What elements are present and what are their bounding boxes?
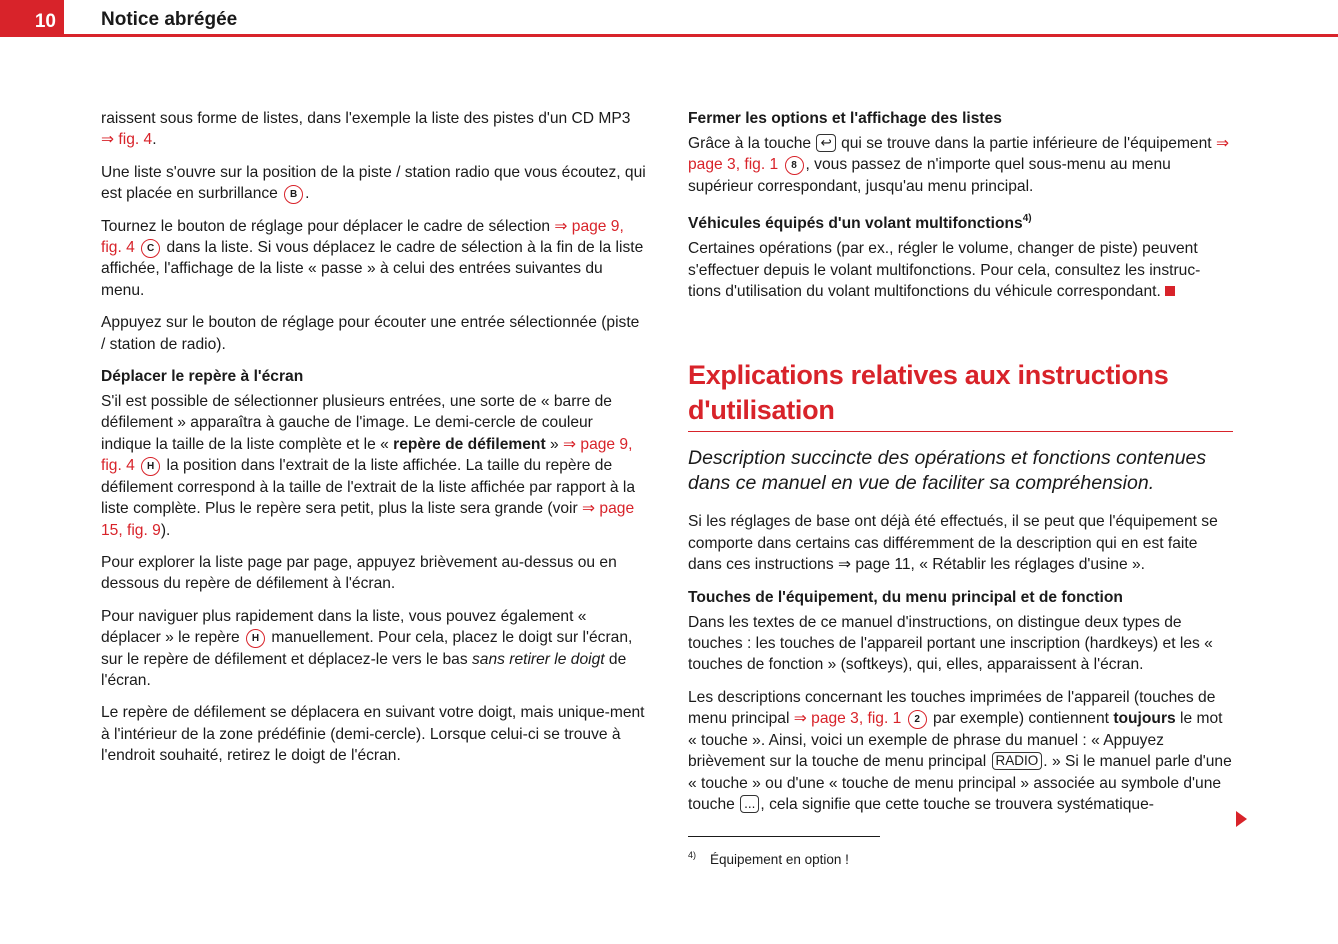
subheading-fermer: Fermer les options et l'affichage des listes [688,110,1002,127]
page-link[interactable]: ⇒ page 15, fig. 9 [101,500,635,539]
callout-marker-b: B [284,185,303,204]
right-column [688,108,1233,826]
page-link[interactable]: ⇒ page 3, fig. 1 [688,135,1230,174]
continue-arrow-icon [1236,811,1247,827]
paragraph: Le repère de défilement se déplacera en suivant votre doigt, mais unique-ment à l'intérieur de la zone prédéfinie (demi-cercle). Lorsque celui-ci se trouve à l'endroit souhaité, retirez le doigt de l'écran. [101,704,645,765]
paragraph: Pour naviguer plus rapidement dans la liste, vous pouvez également « déplacer » le repère H manuellement. Pour cela, placez le doigt sur l'écran, sur le repère de défilement et déplacez-le vers le bas sans retirer le doigt de l'écran. [101,607,633,689]
end-of-section-icon [1165,286,1175,296]
paragraph: Si les réglages de base ont déjà été effectués, il se peut que l'équipement se comporte dans certains cas différemment de la description qui en est faite dans ces instructions ⇒ page 11, « Rétablir les réglages d'usine ». [688,513,1218,574]
paragraph: Une liste s'ouvre sur la position de la piste / station radio que vous écoutez, qui est placée en surbrillance B . [101,163,646,203]
back-arrow-icon: ↩ [816,134,835,152]
footnote-ref[interactable]: 4) [1022,213,1032,225]
generic-key-symbol: ... [740,795,759,813]
callout-marker-h: H [141,457,160,476]
radio-key-symbol: RADIO [992,752,1043,770]
section-title: Explications relatives aux instructions d'utilisation [688,358,1233,432]
subheading-volant: Véhicules équipés d'un volant multifonctions$^{4)}$ [688,213,1032,233]
page-link[interactable]: ⇒ page 9, fig. 4 [101,217,624,257]
paragraph: Les descriptions concernant les touches imprimées de l'appareil (touches de menu principal ⇒ page 3, fig. 1 2 par exemple) contiennent toujours le mot « touche ». Ainsi, voici un exemple de phrase du manuel : « Appuyez brièvement sur la touche de menu principal RADIO . » Si le manuel parle d'une « touche » ou d'une « touche de menu principal » associée au symbole d'une touche ... , cela signifie que cette touche se trouvera systématique- [688,688,1232,813]
callout-marker-8: 8 [785,156,804,175]
left-column [101,108,646,778]
paragraph: S'il est possible de sélectionner plusieurs entrées, une sorte de « barre de défilement » apparaîtra à gauche de l'image. Le demi-cercle de couleur indique la taille de la liste complète et le « repère de défilement » ⇒ page 9, fig. 4 H la position dans l'extrait de la liste affichée. La taille du repère de défilement correspond à la taille de l'extrait de la liste affichée par rapport à la liste complète. Plus le repère sera petit, plus la liste sera grande (voir ⇒ page 15, fig. 9). [101,393,636,539]
paragraph: Certaines opérations (par ex., régler le volume, changer de piste) peuvent s'effectuer depuis le volant multifonctions. Pour cela, consultez les instruc-tions d'utilisation du volant multifonctions du véhicule correspondant. [688,240,1201,301]
callout-marker-2: 2 [908,710,927,729]
page-link[interactable]: ⇒ page 9, fig. 4 [101,435,633,475]
callout-marker-h: H [246,629,265,648]
figure-link[interactable]: ⇒ fig. 4 [101,131,153,149]
subheading-touches: Touches de l'équipement, du menu principal et de fonction [688,588,1123,606]
subheading-deplacer: Déplacer le repère à l'écran [101,368,304,386]
running-header-title: Notice abrégée [101,9,238,30]
paragraph: Dans les textes de ce manuel d'instructions, on distingue deux types de touches : les touches de l'appareil portant une inscription (hardkeys) et les « touches de fonction » (softkeys), qui, elles, apparaissent à l'écran. [688,613,1213,674]
callout-marker-c: C [141,239,160,258]
footnote: $^{4)}$ Équipement en option ! [688,850,849,867]
paragraph: Appuyez sur le bouton de réglage pour écouter une entrée sélectionnée (piste / station de radio). [101,314,640,353]
paragraph: Grâce à la touche ↩ qui se trouve dans la partie inférieure de l'équipement ⇒ page 3, fig. 1 8 , vous passez de n'importe quel sous-menu au menu supérieur correspondant, jusqu'au menu principal. [688,135,1230,195]
section-lead: Description succincte des opérations et fonctions contenues dans ce manuel en vue de faciliter sa compréhension. [688,447,1207,495]
page-link[interactable]: ⇒ page 3, fig. 1 [793,710,902,728]
page-number: 10 [0,0,64,37]
paragraph: raissent sous forme de listes, dans l'exemple la liste des pistes d'un CD MP3 ⇒ fig. 4. [101,110,631,149]
footnote-rule [688,836,880,837]
header-rule [64,34,1338,37]
paragraph: Pour explorer la liste page par page, appuyez brièvement au-dessus ou en dessous du repère de défilement à l'écran. [101,553,617,593]
paragraph: Tournez le bouton de réglage pour déplacer le cadre de sélection ⇒ page 9, fig. 4 C dans la liste. Si vous déplacez le cadre de sélection à la fin de la liste affichée, l'affichage de la liste « passe » à celui des entrées suivantes du menu. [101,217,644,299]
